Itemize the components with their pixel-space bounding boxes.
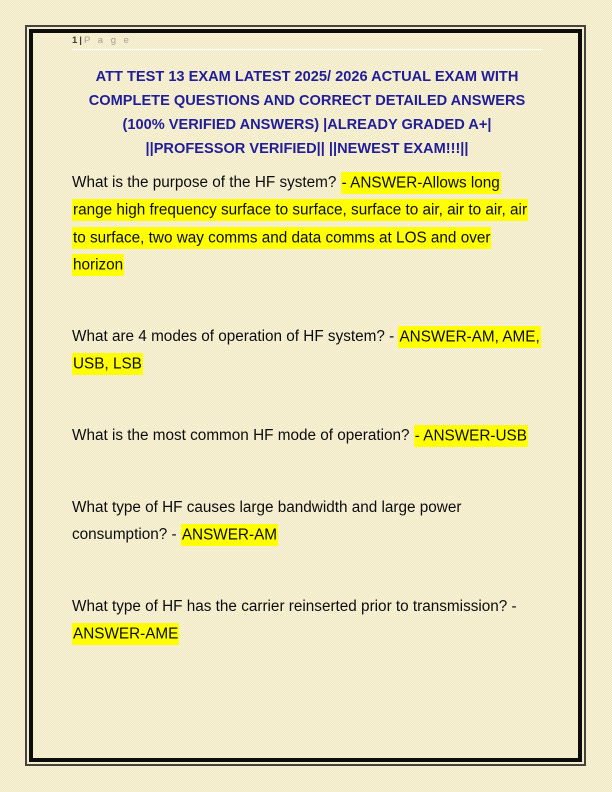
answer-highlight: ANSWER-AME [72,623,179,645]
question-text: What type of HF causes large bandwidth and large power consumption? - [72,498,462,543]
qa-item [72,169,542,279]
question-text: What is the most common HF mode of operation? [72,427,414,444]
header-separator: | [79,35,82,46]
document-title: ATT TEST 13 EXAM LATEST 2025/ 2026 ACTUAL EXAM WITH COMPLETE QUESTIONS AND CORRECT DETAILED ANSWERS (100% VERIFIED ANSWERS) |ALREADY GRADED A+| ||PROFESSOR VERIFIED|| ||NEWEST EXAM!!!|| [88,69,526,157]
qa-paragraph [72,169,542,279]
qa-item [72,494,542,549]
qa-paragraph [72,593,542,648]
page-border-frame [25,25,586,766]
qa-paragraph [72,494,542,549]
question-text: What type of HF has the carrier reinserted prior to transmission? - [72,597,517,615]
page-content [33,33,578,648]
qa-item [72,593,542,648]
question-text: What is the purpose of the HF system? [72,174,341,191]
answer-highlight: ANSWER-AM [181,524,278,546]
page-header [72,33,542,50]
answer-highlight: - ANSWER-Allows long range high frequency surface to surface, surface to air, air to air, air to surface, two way comms and data comms at LOS and over horizon [72,172,528,277]
header-page-label: P a g e [83,35,132,46]
qa-list [72,169,542,648]
qa-item [72,422,542,450]
answer-highlight: ANSWER-AM, AME, USB, LSB [72,326,541,376]
question-text: What are 4 modes of operation of HF system? - [72,328,399,345]
page-number: 1 [72,35,78,46]
qa-paragraph [72,422,542,450]
qa-item [72,323,542,378]
qa-paragraph [72,323,542,378]
page-border-inner [29,29,582,762]
answer-highlight: - ANSWER-USB [414,425,528,447]
